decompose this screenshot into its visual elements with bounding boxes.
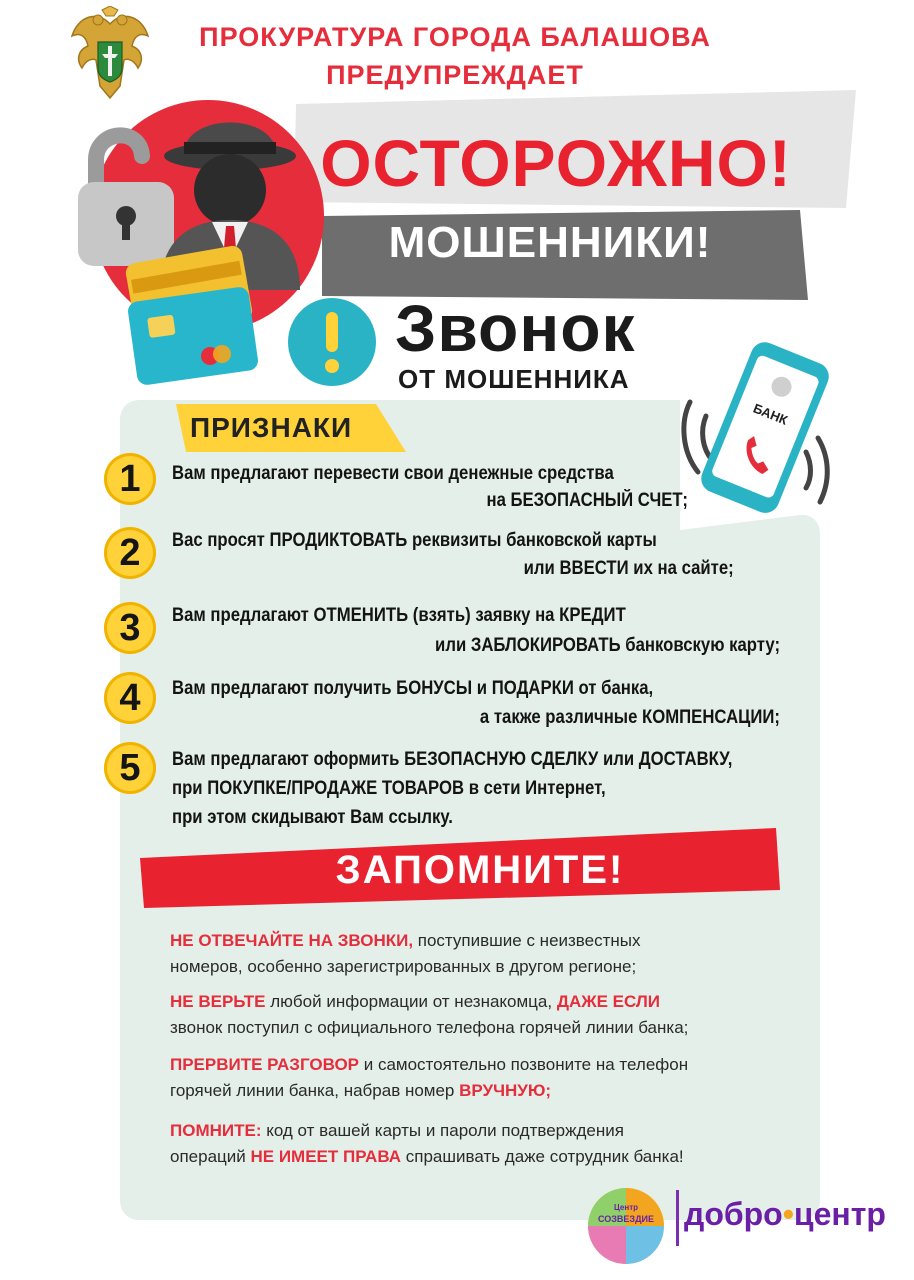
- rule-2-text-2: звонок поступил с официального телефона горячей линии банка;: [170, 1018, 689, 1037]
- sign-4-line-2: а также различные КОМПЕНСАЦИИ;: [479, 707, 780, 728]
- rule-4-text-2: операций: [170, 1147, 251, 1166]
- sign-number-2: 2: [104, 527, 156, 579]
- rule-4-text-3: спрашивать даже сотрудник банка!: [401, 1147, 684, 1166]
- sozvezdie-top-text: Центр: [613, 1203, 639, 1212]
- rule-3-highlight-1: ПРЕРВИТЕ РАЗГОВОР: [170, 1055, 360, 1074]
- header-line-1: ПРОКУРАТУРА ГОРОДА БАЛАШОВА: [199, 22, 711, 52]
- sign-4-line-1: Вам предлагают получить БОНУСЫ и ПОДАРКИ от банка,: [172, 678, 654, 699]
- sozvezdie-main-text: СОЗВЕЗДИЕ: [598, 1214, 654, 1224]
- sign-number-4: 4: [104, 672, 156, 724]
- phone-bank-label: БАНК: [751, 400, 790, 428]
- bank-cards-icon: [124, 244, 259, 386]
- dobro-text: добро: [684, 1196, 783, 1232]
- signs-title: ПРИЗНАКИ: [190, 412, 353, 443]
- rule-1-text-2: номеров, особенно зарегистрированных в другом регионе;: [170, 957, 637, 976]
- rule-4: [170, 1118, 810, 1170]
- rule-2-text-1: любой информации от незнакомца,: [265, 992, 557, 1011]
- sign-1-line-2: на БЕЗОПАСНЫЙ СЧЕТ;: [486, 490, 688, 511]
- sign-2-line-2: или ВВЕСТИ их на сайте;: [523, 558, 734, 579]
- phone-icon: [660, 332, 860, 532]
- sign-number-3: 3: [104, 602, 156, 654]
- exclamation-icon: [288, 298, 376, 386]
- sign-1-line-1: Вам предлагают перевести свои денежные средства: [172, 463, 614, 484]
- sign-2-line-1: Вас просят ПРОДИКТОВАТЬ реквизиты банковской карты: [172, 530, 657, 551]
- rule-4-text-1: код от вашей карты и пароли подтверждения: [261, 1121, 624, 1140]
- rule-3-text-1: и самостоятельно позвоните на телефон: [359, 1055, 689, 1074]
- call-title: Звонок: [395, 291, 636, 365]
- warning-headline: ОСТОРОЖНО!: [320, 126, 792, 200]
- sign-5-line-3: при этом скидывают Вам ссылку.: [172, 807, 453, 828]
- rule-2: [170, 989, 810, 1041]
- dobro-dot: •: [782, 1196, 794, 1232]
- rule-4-highlight-1: ПОМНИТЕ:: [170, 1121, 262, 1140]
- rule-3-highlight-2: ВРУЧНУЮ;: [459, 1081, 552, 1100]
- logo-separator: [676, 1190, 679, 1246]
- rule-2-highlight-1: НЕ ВЕРЬТЕ: [170, 992, 266, 1011]
- header-title: [160, 18, 750, 94]
- remember-title: ЗАПОМНИТЕ!: [335, 848, 625, 892]
- rule-4-highlight-2: НЕ ИМЕЕТ ПРАВА: [250, 1147, 402, 1166]
- sign-5-line-2: при ПОКУПКЕ/ПРОДАЖЕ ТОВАРОВ в сети Интернет,: [172, 778, 606, 799]
- rule-1-highlight: НЕ ОТВЕЧАЙТЕ НА ЗВОНКИ,: [170, 931, 414, 950]
- sign-3-line-1: Вам предлагают ОТМЕНИТЬ (взять) заявку на КРЕДИТ: [172, 605, 626, 626]
- eagle-emblem-icon: [68, 6, 152, 102]
- header-line-2: ПРЕДУПРЕЖДАЕТ: [326, 60, 584, 90]
- rule-3-text-2: горячей линии банка, набрав номер: [170, 1081, 460, 1100]
- sign-number-1: 1: [104, 453, 156, 505]
- rule-1-text-1: поступившие с неизвестных: [413, 931, 641, 950]
- rule-3: [170, 1052, 810, 1104]
- call-subtitle: ОТ МОШЕННИКА: [398, 364, 630, 394]
- sign-5-line-1: Вам предлагают оформить БЕЗОПАСНУЮ СДЕЛКУ или ДОСТАВКУ,: [172, 749, 733, 770]
- sign-number-5: 5: [104, 742, 156, 794]
- rule-1: [170, 928, 810, 980]
- rule-2-highlight-2: ДАЖЕ ЕСЛИ: [556, 992, 660, 1011]
- centr-text: центр: [793, 1196, 886, 1232]
- scammers-headline: МОШЕННИКИ!: [388, 218, 712, 267]
- sign-3-line-2: или ЗАБЛОКИРОВАТЬ банковскую карту;: [435, 635, 780, 656]
- sozvezdie-logo: [586, 1186, 666, 1266]
- dobro-centr-logo: [684, 1196, 886, 1233]
